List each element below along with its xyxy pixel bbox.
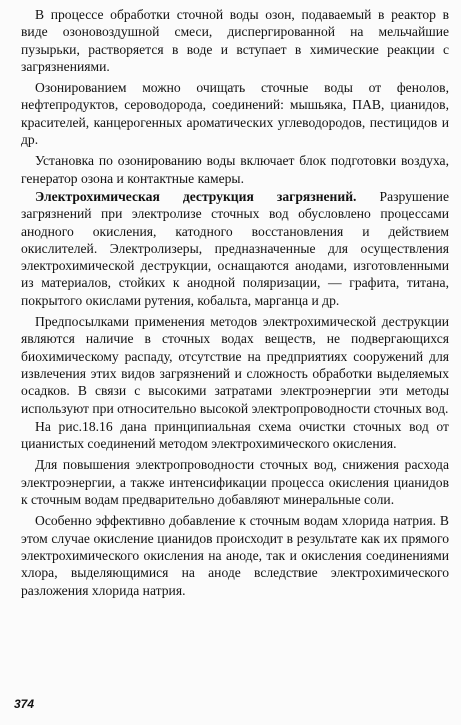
paragraph-text: Разрушение загрязнений при электролизе сточных вод обусловлено процессами анодного окисления, катодного восстановления и действием окислителей. Электролизеры, предназначенные для осуществления электрохимической деструкции, оснащаются анодами, изготовленными из материалов, стойких к анодной поляризации, — графита, титана, покрытого окислами рутения, кобальта, марганца и др.: [21, 188, 449, 308]
paragraph-ozonation-unit: Установка по озонированию воды включает блок подготовки воздуха, генератор озона и контактные камеры.: [21, 153, 449, 186]
section-lead-heading: Электрохимическая деструкция загрязнений.: [35, 188, 357, 204]
paragraph-ozone-process: В процессе обработки сточной воды озон, подаваемый в реактор в виде озоновоздушной смеси, диспергированной на мельчайшие пузырьки, растворяется в воде и вступает в химические реакции с загрязнениями.: [21, 7, 449, 74]
paragraph-sodium-chloride: Особенно эффективно добавление к сточным водам хлорида натрия. В этом случае окисление цианидов происходит в результате как их прямого электрохимического окисления на аноде, так и окисления соединениями хлора, выделяющимися на аноде вследствие электрохимического разложения хлорида натрия.: [21, 513, 449, 598]
paragraph-prerequisites: Предпосылками применения методов электрохимической деструкции являются наличие в сточных водах веществ, не подвергающихся биохимическому распаду, отсутствие на предприятиях сооружений для извлечения этих видов загрязнений и сложность обработки выделяемых осадков. В связи с высокими затратами электроэнергии эти методы используют при относительно высокой электропроводности сточных вод.: [21, 314, 449, 416]
paragraph-ozonation-pollutants: Озонированием можно очищать сточные воды от фенолов, нефтепродуктов, сероводорода, соединений: мышьяка, ПАВ, цианидов, красителей, канцерогенных ароматических углеводородов, пестицидов и др.: [21, 80, 449, 148]
page-body: [21, 6, 449, 603]
paragraph-electrochemical-destruction: [21, 188, 449, 309]
paragraph-mineral-salts: Для повышения электропроводности сточных вод, снижения расхода электроэнергии, а также интенсификации процесса окисления цианидов к сточным водам предварительно добавляют минеральные соли.: [21, 457, 449, 508]
paragraph-figure-reference: На рис.18.16 дана принципиальная схема очистки сточных вод от цианистых соединений методом электрохимического окисления.: [21, 418, 449, 452]
page-number: 374: [14, 697, 35, 711]
